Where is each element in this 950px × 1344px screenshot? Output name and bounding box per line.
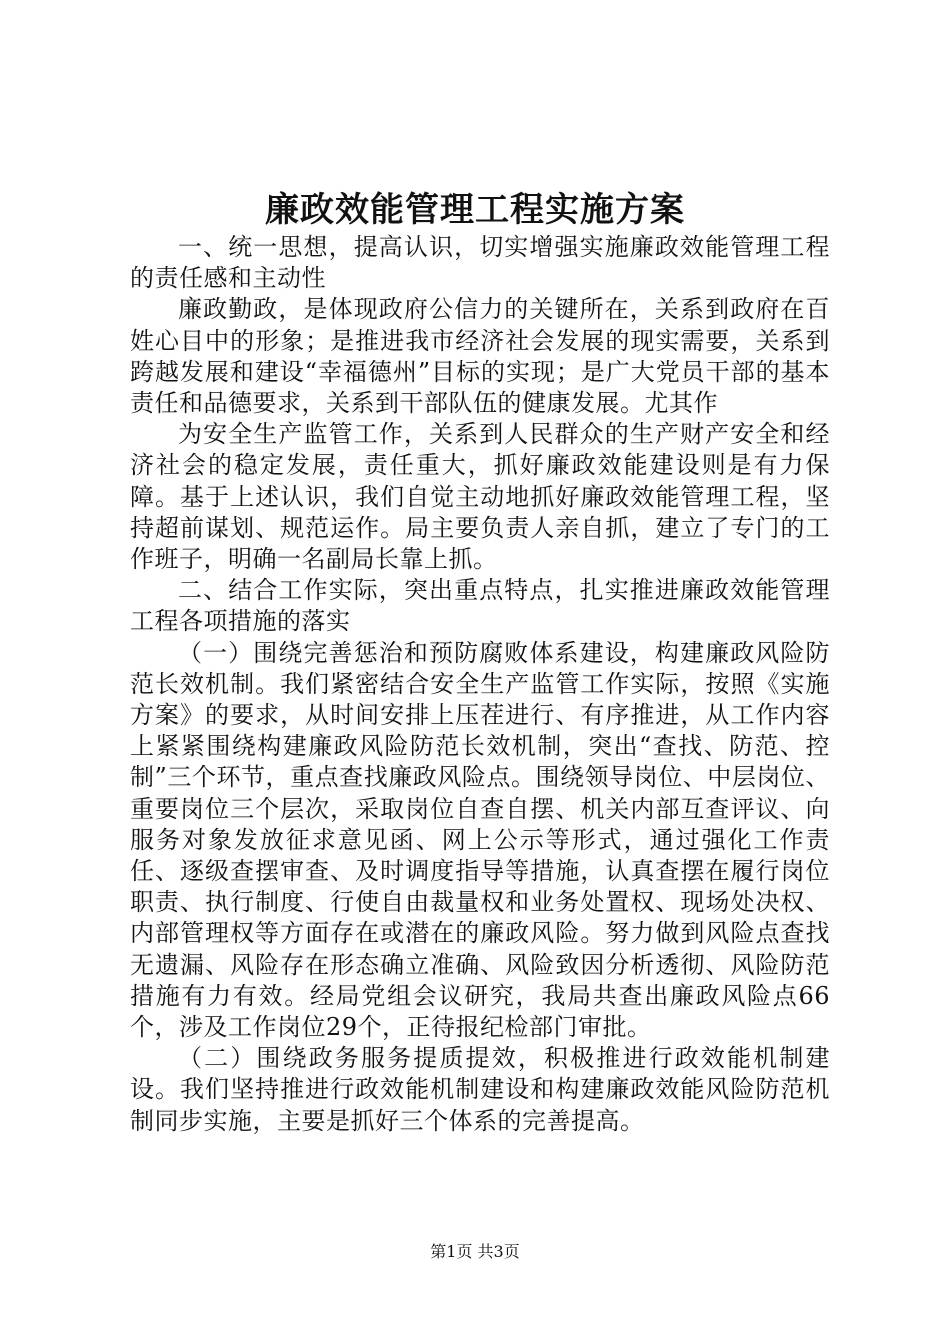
paragraph-item-two: （二）围绕政务服务提质提效，积极推进行政效能机制建设。我们坚持推进行政效能机制建设和构建廉政效能风险防范机制同步实施，主要是抓好三个体系的完善提高。 [130,1044,830,1135]
paragraph-item-one: （一）围绕完善惩治和预防腐败体系建设，构建廉政风险防范长效机制。我们紧密结合安全生产监管工作实际，按照《实施方案》的要求，从时间安排上压茬进行、有序推进，从工作内容上紧紧围绕构建廉政风险防范长效机制，突出“查找、防范、控制”三个环节，重点查找廉政风险点。围绕领导岗位、中层岗位、重要岗位三个层次，采取岗位自查自摆、机关内部互查评议、向服务对象发放征求意见函、网上公示等形式，通过强化工作责任、逐级查摆审查、及时调度指导等措施，认真查摆在履行岗位职责、执行制度、行使自由裁量权和业务处置权、现场处决权、内部管理权等方面存在或潜在的廉政风险。努力做到风险点查找无遗漏、风险存在形态确立准确、风险致因分析透彻、风险防范措施有力有效。经局党组会议研究，我局共查出廉政风险点66个，涉及工作岗位29个，正待报纪检部门审批。 [130,638,830,1042]
document-body [130,232,830,1137]
paragraph-section-two-heading: 二、结合工作实际，突出重点特点，扎实推进廉政效能管理工程各项措施的落实 [130,576,830,636]
page-number-footer: 第1页 共3页 [430,1242,520,1261]
paragraph-safety-supervision: 为安全生产监管工作，关系到人民群众的生产财产安全和经济社会的稳定发展，责任重大，抓好廉政效能建设则是有力保障。基于上述认识，我们自觉主动地抓好廉政效能管理工程，坚持超前谋划、规范运作。局主要负责人亲自抓，建立了专门的工作班子，明确一名副局长靠上抓。 [130,420,830,574]
document-title: 廉政效能管理工程实施方案 [265,190,685,230]
paragraph-integrity-importance: 廉政勤政，是体现政府公信力的关键所在，关系到政府在百姓心目中的形象；是推进我市经济社会发展的现实需要，关系到跨越发展和建设“幸福德州”目标的实现；是广大党员干部的基本责任和品德要求，关系到干部队伍的健康发展。尤其作 [130,295,830,418]
paragraph-section-one-heading: 一、统一思想，提高认识，切实增强实施廉政效能管理工程的责任感和主动性 [130,233,830,293]
